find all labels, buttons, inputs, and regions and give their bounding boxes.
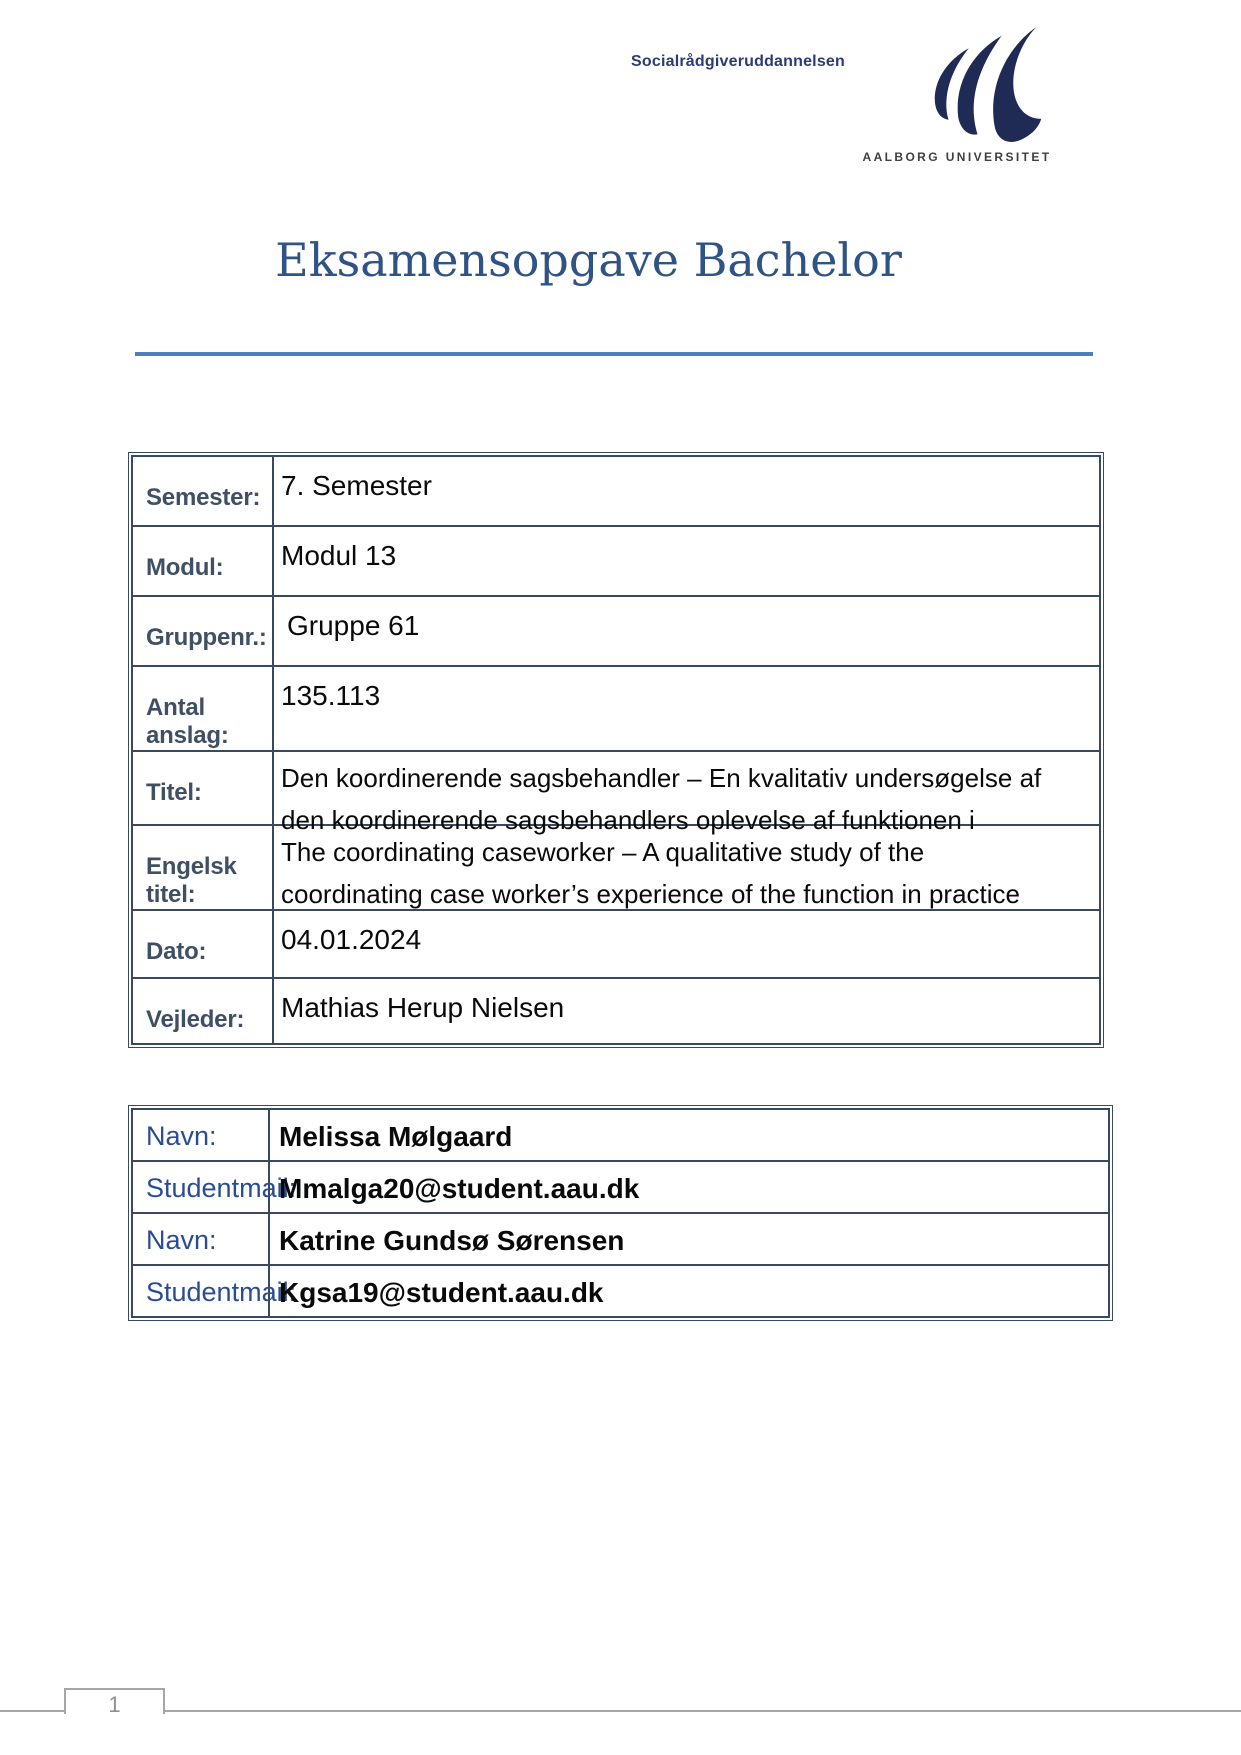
row-label: Studentmail: [132, 1161, 269, 1213]
row-label: Vejleder: [132, 978, 273, 1044]
footer-rule [0, 1710, 1241, 1712]
table-row [132, 910, 1100, 978]
table-row [132, 825, 1100, 910]
title-divider [135, 352, 1093, 356]
row-value: Melissa Mølgaard [269, 1109, 1109, 1161]
students-table [128, 1105, 1113, 1321]
row-value: Kgsa19@student.aau.dk [269, 1265, 1109, 1317]
row-label: Modul: [132, 526, 273, 596]
row-value: Mmalga20@student.aau.dk [269, 1161, 1109, 1213]
aau-logo-icon [905, 26, 1050, 144]
table-row [132, 1161, 1109, 1213]
department-label: Socialrådgiveruddannelsen [631, 53, 845, 70]
row-label: Titel: [132, 751, 273, 825]
info-table [128, 452, 1104, 1048]
row-label: Navn: [132, 1109, 269, 1161]
row-value: Modul 13 [273, 526, 1100, 596]
row-value-text: Gruppe 61 [287, 610, 420, 641]
table-row [132, 1109, 1109, 1161]
table-row [132, 978, 1100, 1044]
table-row [132, 1213, 1109, 1265]
row-label: Navn: [132, 1213, 269, 1265]
row-value: 135.113 [273, 666, 1100, 751]
table-row [132, 666, 1100, 751]
row-label: Studentmail: [132, 1265, 269, 1317]
page-title: Eksamensopgave Bachelor [275, 233, 902, 287]
page-number: 1 [108, 1692, 121, 1717]
row-label: Engelsk titel: [132, 825, 273, 910]
university-name: AALBORG UNIVERSITET [862, 150, 1052, 164]
row-value [273, 751, 1100, 835]
page-number-tab [64, 1688, 165, 1717]
table-row [132, 526, 1100, 596]
row-value [273, 596, 1100, 666]
row-label: Gruppenr.: [132, 596, 273, 666]
row-value: 7. Semester [273, 456, 1100, 526]
table-row [132, 751, 1100, 825]
row-value [273, 825, 1100, 910]
title-value-text: Den koordinerende sagsbehandler – En kvalitativ undersøgelse af den koordinerende sagsbehandlers oplevelse af funktionen i [281, 763, 1042, 835]
row-value: 04.01.2024 [273, 910, 1100, 978]
row-value: Mathias Herup Nielsen [273, 978, 1100, 1044]
university-logo [857, 26, 1057, 164]
row-value: Katrine Gundsø Sørensen [269, 1213, 1109, 1265]
row-label: Semester: [132, 456, 273, 526]
table-row [132, 456, 1100, 526]
table-row [132, 1265, 1109, 1317]
english-title-value-text: The coordinating caseworker – A qualitative study of the coordinating case worker’s experience of the function in practice [281, 837, 1021, 909]
table-row [132, 596, 1100, 666]
row-label: Dato: [132, 910, 273, 978]
row-label: Antal anslag: [132, 666, 273, 751]
